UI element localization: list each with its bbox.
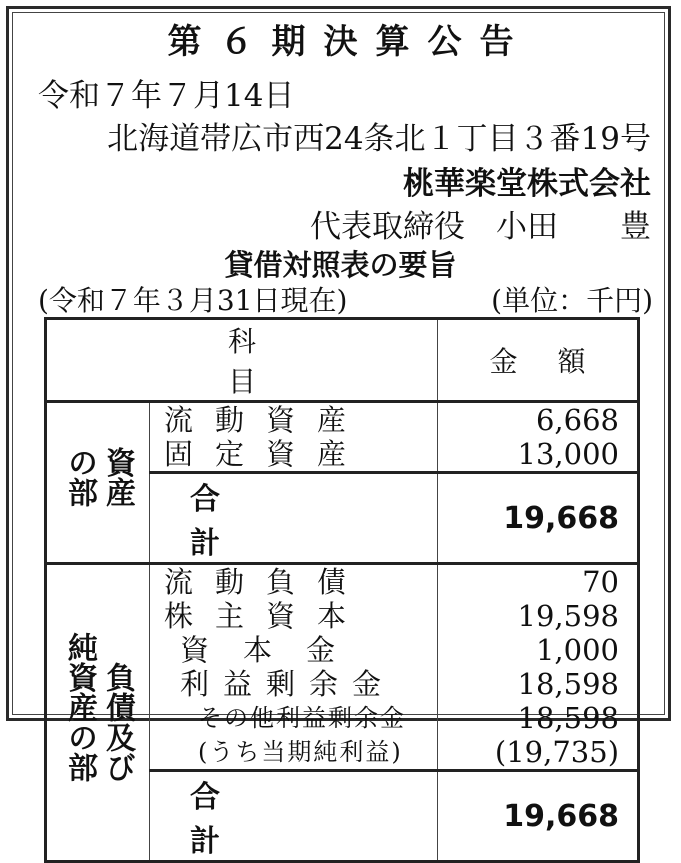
table-header-row [46, 319, 639, 402]
representative: 代表取締役 小田 豊 [310, 209, 651, 245]
item-amount: 13,000 [438, 437, 639, 473]
total-amount: 19,668 [438, 473, 639, 564]
total-amount: 19,668 [438, 771, 639, 862]
balance-sheet-title: 貸借対照表の要旨 [224, 248, 457, 282]
assets-section-label [46, 402, 150, 564]
item-name: 資本金 [150, 633, 438, 667]
liabilities-section-label [46, 564, 150, 862]
assets-label-col2: の部 [62, 446, 97, 507]
total-label: 合計 [150, 473, 438, 564]
item-name: 流動資産 [150, 402, 438, 438]
item-amount: 18,598 [438, 667, 639, 701]
total-label: 合計 [150, 771, 438, 862]
balance-sheet-table [44, 317, 640, 863]
table-row [46, 564, 639, 600]
item-amount: 1,000 [438, 633, 639, 667]
company-address: 北海道帯広市西24条北１丁目３番19号 [107, 121, 651, 157]
company-name: 桃華楽堂株式会社 [403, 166, 651, 202]
item-name: 株主資本 [150, 599, 438, 633]
item-amount: 6,668 [438, 402, 639, 438]
item-name: 固定資産 [150, 437, 438, 473]
item-name: 利益剰余金 [150, 667, 438, 701]
header-subject: 科目 [46, 319, 438, 402]
item-amount: 70 [438, 564, 639, 600]
assets-label-col1: 資産 [100, 446, 135, 507]
item-amount: 18,598 [438, 701, 639, 735]
notice-date: 令和７年７月14日 [38, 78, 295, 114]
as-of-date: (令和７年３月31日現在) [38, 284, 348, 317]
item-amount: (19,735) [438, 735, 639, 771]
item-name: (うち当期純利益) [150, 735, 438, 771]
item-amount: 19,598 [438, 599, 639, 633]
liabilities-label-col1: 負債及び [100, 661, 135, 782]
item-name: 流動負債 [150, 564, 438, 600]
liabilities-label-col2: 純資産の部 [62, 631, 97, 782]
header-amount: 金額 [438, 319, 639, 402]
unit-label: (単位：千円) [491, 284, 653, 317]
notice-title: 第６期決算公告 [167, 22, 532, 62]
item-name: その他利益剰余金 [150, 701, 438, 735]
table-row [46, 402, 639, 438]
